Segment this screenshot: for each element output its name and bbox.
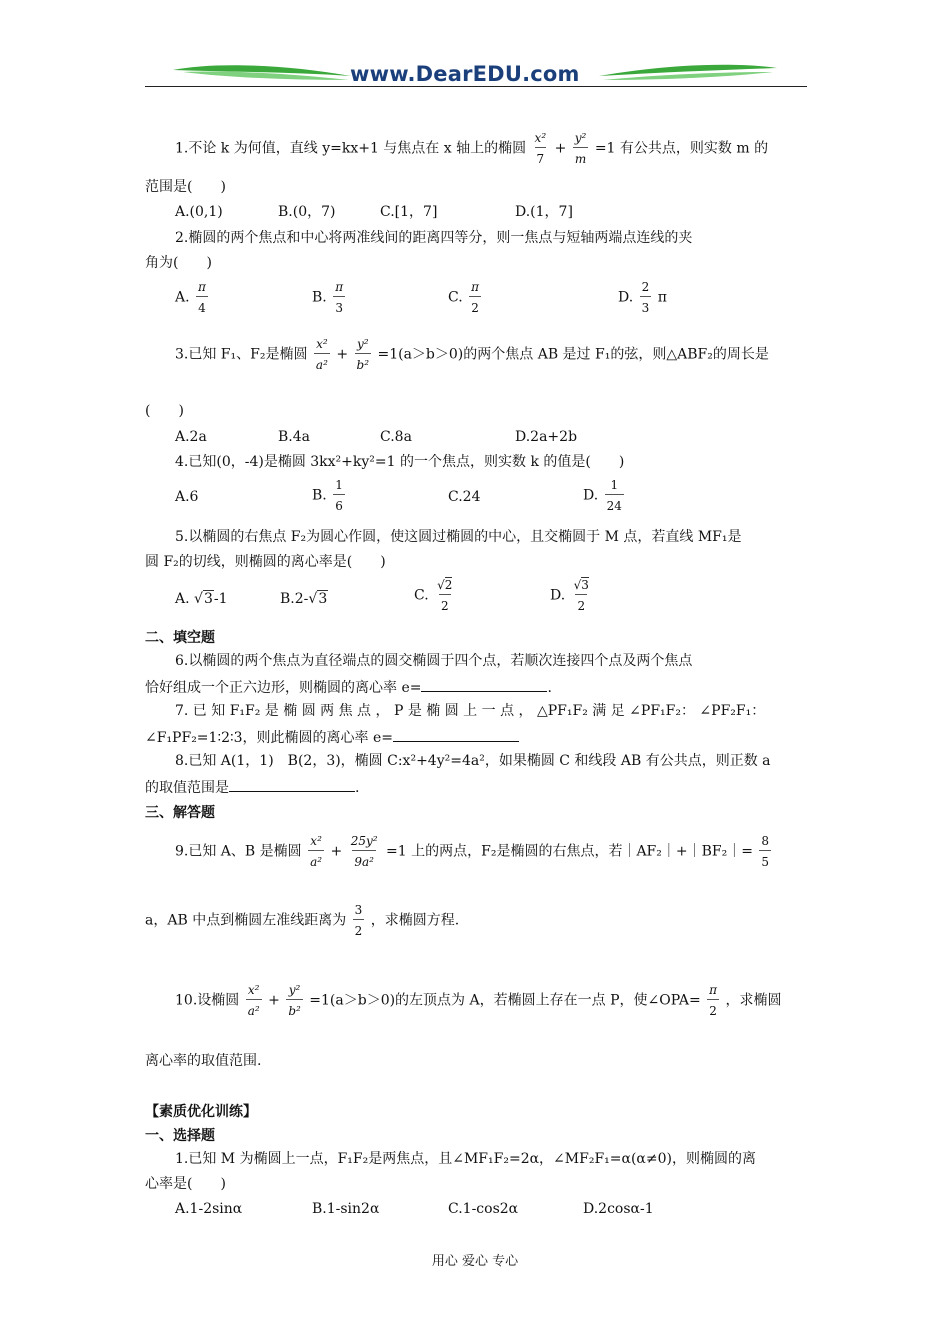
q2-option-b: B. $\frac{\pi}{3}$ <box>312 280 344 315</box>
plus-sign: + <box>268 992 280 1009</box>
q10-fraction-3: $\frac{\pi}{2}$ <box>709 983 718 1018</box>
q9-line2: a，AB 中点到椭圆左准线距离为 $\frac{3}{2}$ ，求椭圆方程. <box>145 903 460 938</box>
p1-option-d: D.2cosα-1 <box>583 1201 654 1217</box>
q5-option-d-fraction: $\frac{√3}{2}$ <box>573 578 589 613</box>
q4-option-b-fraction: $\frac{1}{6}$ <box>335 478 343 513</box>
q3-option-b: B.4a <box>278 429 310 445</box>
q2-line1: 2.椭圆的两个焦点和中心将两准线间的距离四等分，则一焦点与短轴两端点连线的夹 <box>175 230 693 246</box>
q2-line2: 角为( ) <box>145 255 212 271</box>
q4-option-c: C.24 <box>448 489 481 505</box>
q9-line1: 9.已知 A、B 是椭圆 $\frac{\text{x²}}{\text{a²}}$ + $\frac{\text{25y²}}{\text{9a²}}$ =1 上的两点，F₂是椭圆的右焦点，若｜AF₂｜+｜BF₂｜= $\frac{8}{5}$ <box>175 834 770 869</box>
q8-line2: 的取值范围是 . <box>145 777 359 797</box>
q5-line2: 圆 F₂的切线，则椭圆的离心率是( ) <box>145 554 386 570</box>
q4-option-b: B. $\frac{1}{6}$ <box>312 478 343 513</box>
right-swoosh-decoration <box>597 58 777 86</box>
left-swoosh-decoration <box>173 58 353 86</box>
q7-line2: ∠F₁PF₂=1∶2∶3，则此椭圆的离心率 e= <box>145 727 519 747</box>
q10-fraction-2: $\frac{\text{y²}}{\text{b²}}$ <box>288 983 301 1018</box>
q2-option-d: D. $\frac{2}{3}$ π <box>618 280 667 315</box>
q5-option-b-sqrt: √3 <box>308 591 328 607</box>
q3-line1: 3.已知 F₁、F₂是椭圆 $\frac{\text{x²}}{\text{a²}}$ + $\frac{\text{y²}}{\text{b²}}$ =1(a＞b＞0)的两个焦点 AB 是过 F₁的弦，则△ABF₂的周长是 <box>175 337 769 372</box>
q5-line1: 5.以椭圆的右焦点 F₂为圆心作圆，使这圆过椭圆的中心，且交椭圆于 M 点，若直线 MF₁是 <box>175 529 742 545</box>
q3-fraction-2: $\frac{\text{y²}}{\text{b²}}$ <box>356 337 370 372</box>
p1-option-b: B.1-sin2α <box>312 1201 380 1217</box>
q1-option-a: A.(0,1) <box>175 204 223 220</box>
plus-sign: + <box>554 140 567 157</box>
q9-fraction-2: $\frac{\text{25y²}}{\text{9a²}}$ <box>350 834 378 869</box>
answer-blank <box>229 777 355 792</box>
q5-option-d: D. $\frac{√3}{2}$ <box>550 578 589 613</box>
q4-option-d: D. $\frac{1}{24}$ <box>583 478 622 513</box>
plus-sign: + <box>330 843 343 860</box>
q2-option-a-fraction: $\frac{\pi}{4}$ <box>198 280 206 315</box>
q3-option-c: C.8a <box>380 429 412 445</box>
q2-option-b-fraction: $\frac{\pi}{3}$ <box>335 280 344 315</box>
q2-option-c: C. $\frac{\pi}{2}$ <box>448 280 480 315</box>
answer-blank <box>393 727 519 742</box>
p1-option-c: C.1-cos2α <box>448 1201 519 1217</box>
q1-text-b: =1 有公共点，则实数 m 的 <box>594 140 769 157</box>
q1-fraction-2: $\frac{\text{y²}}{m}$ <box>574 131 587 166</box>
q1-line2: 范围是( ) <box>145 179 226 195</box>
q5-option-b: B.2-√3 <box>280 591 328 607</box>
q3-line2: ( ) <box>145 403 184 419</box>
q2-option-c-fraction: $\frac{\pi}{2}$ <box>471 280 480 315</box>
q6-line1: 6.以椭圆的两个焦点为直径端点的圆交椭圆于四个点，若顺次连接四个点及两个焦点 <box>175 653 693 669</box>
q5-option-a-sqrt: √3 <box>194 591 213 607</box>
page-header <box>145 58 807 90</box>
q2-option-d-fraction: $\frac{2}{3}$ <box>641 280 650 315</box>
q3-fraction-1: $\frac{\text{x²}}{\text{a²}}$ <box>315 337 328 372</box>
answer-blank <box>421 677 547 692</box>
section-heading-fill-in: 二、填空题 <box>145 630 215 646</box>
q7-line1: 7. 已 知 F₁F₂ 是 椭 圆 两 焦 点 ， P 是 椭 圆 上 一 点 ， △PF₁F₂ 满 足 ∠PF₁F₂： ∠PF₂F₁： <box>175 703 766 719</box>
header-rule <box>145 86 807 87</box>
q4-line1: 4.已知(0，-4)是椭圆 3kx²+ky²=1 的一个焦点，则实数 k 的值是( ) <box>175 454 625 470</box>
plus-sign: + <box>336 346 349 363</box>
q3-option-a: A.2a <box>175 429 207 445</box>
q1-text-a: 1.不论 k 为何值，直线 y=kx+1 与焦点在 x 轴上的椭圆 <box>175 140 527 157</box>
q9-fraction-3: $\frac{8}{5}$ <box>761 834 770 869</box>
q1-option-c: C.[1，7] <box>380 204 438 220</box>
q5-option-c-fraction: $\frac{√2}{2}$ <box>437 578 453 613</box>
q5-option-c: C. $\frac{√2}{2}$ <box>414 578 453 613</box>
section-heading-multiple-choice: 一、选择题 <box>145 1128 215 1144</box>
q1-line1 <box>175 131 768 166</box>
q6-line2: 恰好组成一个正六边形，则椭圆的离心率 e= . <box>145 677 552 697</box>
q9-fraction-1: $\frac{\text{x²}}{\text{a²}}$ <box>310 834 323 869</box>
q1-option-b: B.(0，7) <box>278 204 336 220</box>
p1-line2: 心率是( ) <box>145 1176 226 1192</box>
q4-option-d-fraction: $\frac{1}{24}$ <box>606 478 622 513</box>
q3-option-d: D.2a+2b <box>515 429 578 445</box>
site-logo-text: www.DearEDU.com <box>350 62 580 86</box>
q5-option-a: A. √3-1 <box>175 591 228 607</box>
q10-fraction-1: $\frac{\text{x²}}{\text{a²}}$ <box>247 983 260 1018</box>
q10-line2: 离心率的取值范围. <box>145 1053 262 1069</box>
p1-line1: 1.已知 M 为椭圆上一点，F₁F₂是两焦点，且∠MF₁F₂=2α，∠MF₂F₁=α(α≠0)，则椭圆的离 <box>175 1151 756 1167</box>
q8-line1: 8.已知 A(1，1) B(2，3)，椭圆 C:x²+4y²=4a²，如果椭圆 C 和线段 AB 有公共点，则正数 a <box>175 753 771 769</box>
q9-fraction-4: $\frac{3}{2}$ <box>354 903 363 938</box>
q1-option-d: D.(1，7] <box>515 204 573 220</box>
q10-line1: 10.设椭圆 $\frac{\text{x²}}{\text{a²}}$ + $\frac{\text{y²}}{\text{b²}}$ =1(a＞b＞0)的左顶点为 A，若椭圆上存在一点 P，使∠OPA= $\frac{\pi}{2}$ ，求椭圆 <box>175 983 782 1018</box>
q4-option-a: A.6 <box>175 489 199 505</box>
q1-fraction-1: $\frac{\text{x²}}{7}$ <box>534 131 547 166</box>
q2-option-a: A. $\frac{\pi}{4}$ <box>175 280 206 315</box>
p1-option-a: A.1-2sinα <box>175 1201 243 1217</box>
section-heading-solve: 三、解答题 <box>145 805 215 821</box>
section-heading-quality-training: 【素质优化训练】 <box>145 1104 257 1120</box>
page-footer: 用心 爱心 专心 <box>431 1254 519 1269</box>
